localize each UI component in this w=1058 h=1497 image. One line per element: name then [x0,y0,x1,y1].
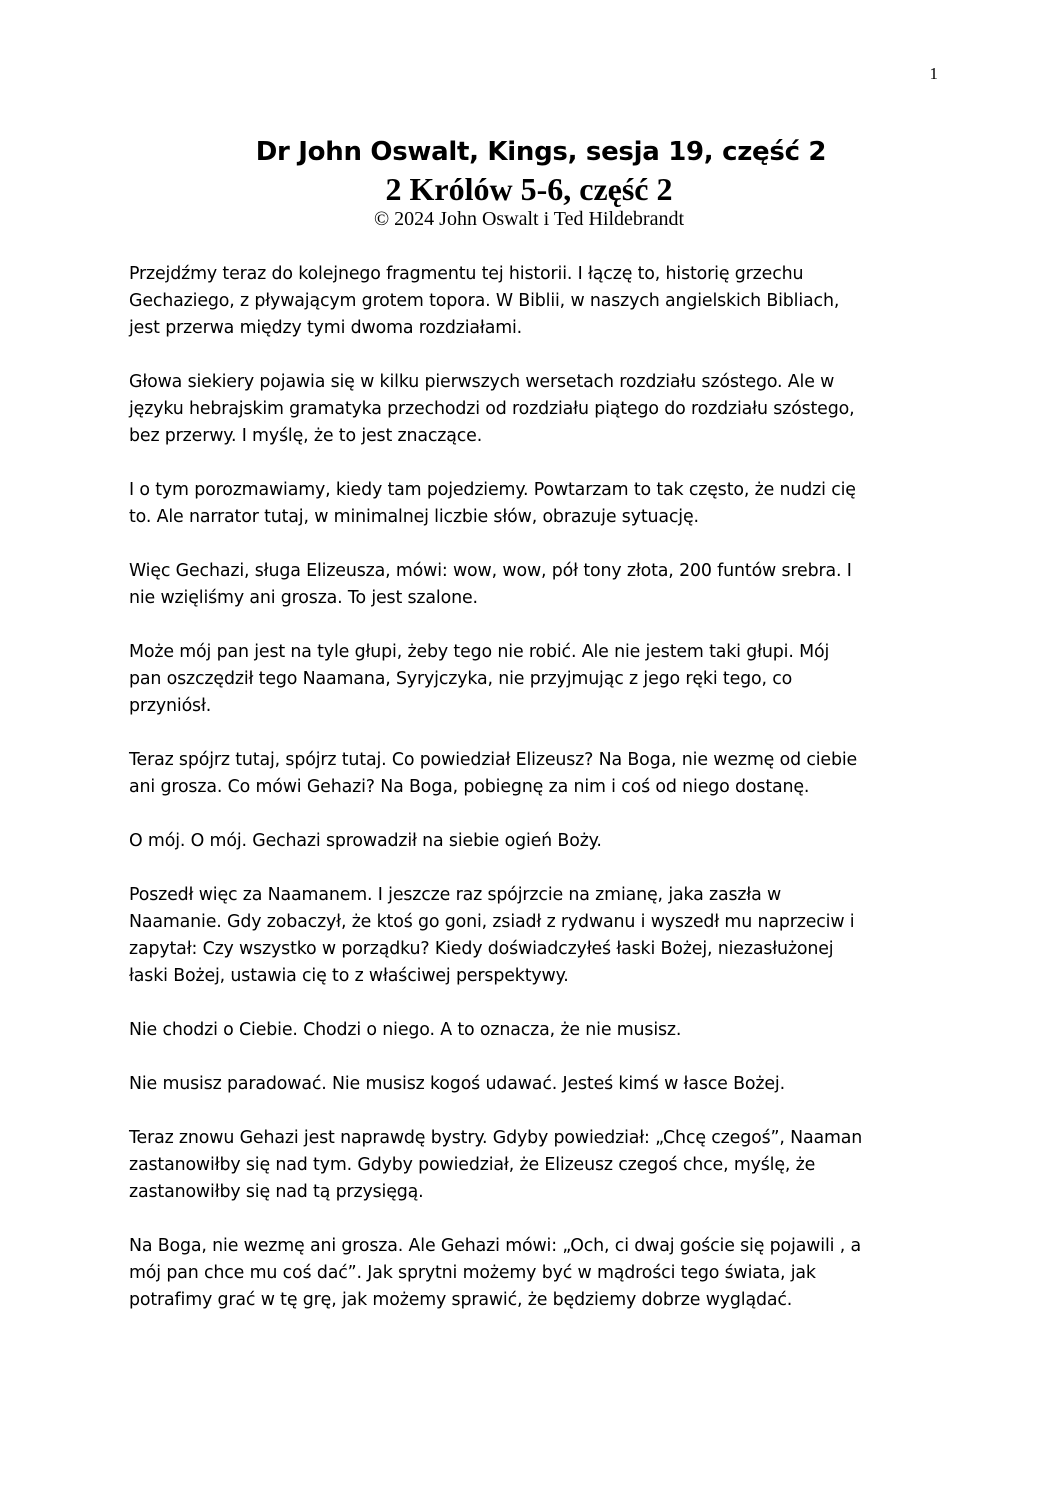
paragraph-line: Głowa siekiery pojawia się w kilku pierwszych wersetach rozdziału szóstego. Ale w [129,372,835,392]
paragraph-line: ani grosza. Co mówi Gehazi? Na Boga, pobiegnę za nim i coś od niego dostanę. [129,777,810,797]
paragraph-line: Poszedł więc za Naamanem. I jeszcze raz spójrzcie na zmianę, jaka zaszła w [129,885,782,905]
body-paragraph [129,558,929,612]
paragraph-line: pan oszczędził tego Naamana, Syryjczyka, nie przyjmując z jego ręki tego, co [129,669,793,689]
paragraph-line: mój pan chce mu coś dać”. Jak sprytni możemy być w mądrości tego świata, jak [129,1263,816,1283]
paragraph-line: zastanowiłby się nad tym. Gdyby powiedział, że Elizeusz czegoś chce, myślę, że [129,1155,816,1175]
document-title: Dr John Oswalt, Kings, sesja 19, część 2 [255,137,827,167]
body-paragraph [129,882,929,990]
paragraph-line: bez przerwy. I myślę, że to jest znaczące. [129,426,483,446]
copyright-notice: © 2024 John Oswalt i Ted Hildebrandt [373,208,685,230]
body-paragraph [129,369,929,450]
paragraph-line: zastanowiłby się nad tą przysięgą. [129,1182,424,1202]
paragraph-line: Przejdźmy teraz do kolejnego fragmentu tej historii. I łączę to, historię grzechu [129,264,804,284]
paragraph-line: to. Ale narrator tutaj, w minimalnej liczbie słów, obrazuje sytuację. [129,507,699,527]
paragraph-line: nie wzięliśmy ani grosza. To jest szalone. [129,588,478,608]
paragraph-line: zapytał: Czy wszystko w porządku? Kiedy doświadczyłeś łaski Bożej, niezasłużonej [129,939,834,959]
paragraph-line: O mój. O mój. Gechazi sprowadził na siebie ogień Boży. [129,831,602,851]
paragraph-line: Więc Gechazi, sługa Elizeusza, mówi: wow, wow, pół tony złota, 200 funtów srebra. I [129,561,852,581]
paragraph-line: Gechaziego, z pływającym grotem topora. W Biblii, w naszych angielskich Bibliach, [129,291,840,311]
paragraph-line: jest przerwa między tymi dwoma rozdziałami. [129,318,523,338]
document-header [0,134,1058,231]
body-paragraph [129,1017,929,1044]
body-paragraph [129,828,929,855]
body-paragraph [129,1125,929,1206]
paragraph-line: języku hebrajskim gramatyka przechodzi od rozdziału piątego do rozdziału szóstego, [129,399,855,419]
paragraph-line: I o tym porozmawiamy, kiedy tam pojedziemy. Powtarzam to tak często, że nudzi cię [129,480,856,500]
body-paragraph [129,261,929,342]
paragraph-line: Naamanie. Gdy zobaczył, że ktoś go goni, zsiadł z rydwanu i wyszedł mu naprzeciw i [129,912,855,932]
paragraph-line: przyniósł. [129,696,212,716]
document-subtitle: 2 Królów 5-6, część 2 [385,171,673,207]
page-number: 1 [929,64,938,83]
body-paragraph [129,1233,929,1314]
paragraph-line: Teraz spójrz tutaj, spójrz tutaj. Co powiedział Elizeusz? Na Boga, nie wezmę od ciebie [129,750,858,770]
paragraph-line: Nie musisz paradować. Nie musisz kogoś udawać. Jesteś kimś w łasce Bożej. [129,1074,785,1094]
paragraph-line: Nie chodzi o Ciebie. Chodzi o niego. A to oznacza, że nie musisz. [129,1020,682,1040]
paragraph-line: łaski Bożej, ustawia cię to z właściwej perspektywy. [129,966,569,986]
document-body [129,261,929,1341]
paragraph-line: Może mój pan jest na tyle głupi, żeby tego nie robić. Ale nie jestem taki głupi. Mój [129,642,830,662]
body-paragraph [129,639,929,720]
paragraph-line: potrafimy grać w tę grę, jak możemy sprawić, że będziemy dobrze wyglądać. [129,1290,793,1310]
paragraph-line: Na Boga, nie wezmę ani grosza. Ale Gehazi mówi: „Och, ci dwaj goście się pojawili , a [129,1236,861,1256]
paragraph-line: Teraz znowu Gehazi jest naprawdę bystry. Gdyby powiedział: „Chcę czegoś”, Naaman [129,1128,863,1148]
body-paragraph [129,747,929,801]
body-paragraph [129,1071,929,1098]
body-paragraph [129,477,929,531]
